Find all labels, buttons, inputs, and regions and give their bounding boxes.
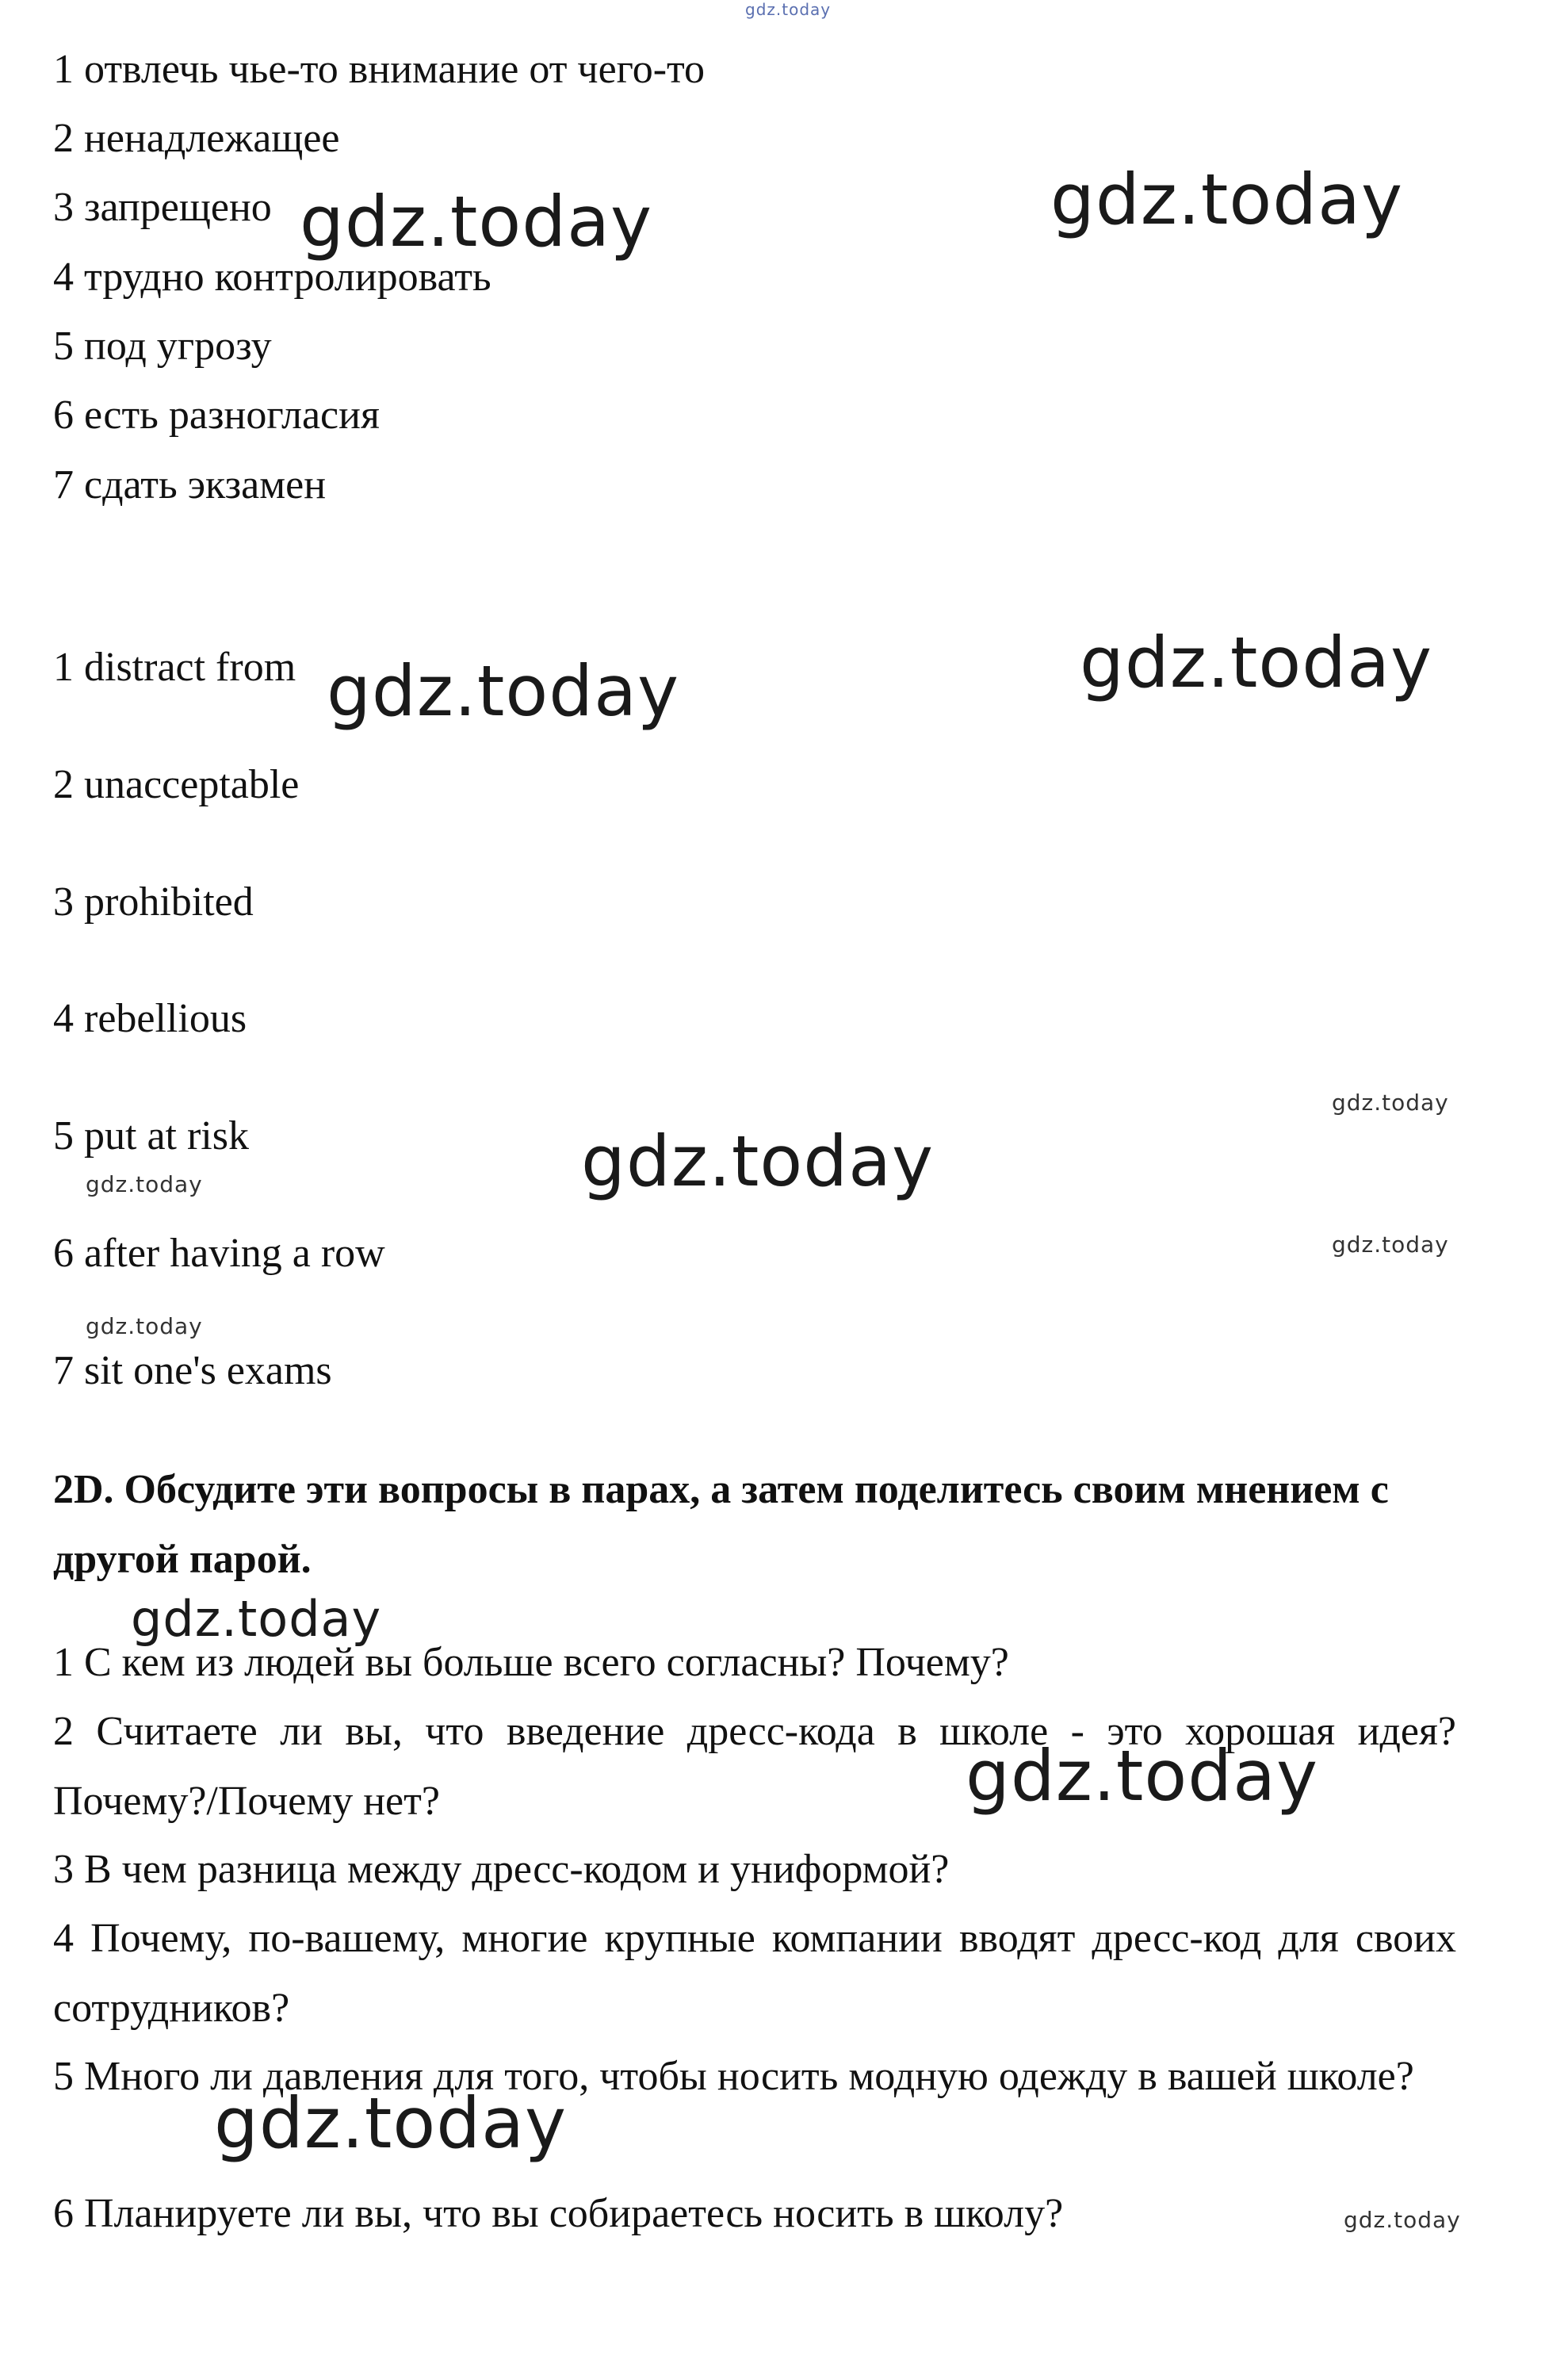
ru-item-7: 7 сдать экзамен: [53, 462, 327, 507]
ru-item-1: 1 отвлечь чье-то внимание от чего-то: [53, 47, 706, 92]
en-item-1: 1 distract from: [53, 645, 296, 690]
en-item-4: 4 rebellious: [53, 996, 247, 1041]
watermark-7: gdz.today: [86, 1171, 203, 1197]
ru-item-2: 2 ненадлежащее: [53, 116, 340, 161]
watermark-12: gdz.today: [214, 2082, 568, 2164]
watermark-1: gdz.today: [300, 181, 653, 262]
ru-item-5: 5 под угрозу: [53, 324, 272, 369]
watermark-5: gdz.today: [581, 1120, 935, 1202]
watermark-top: gdz.today: [745, 0, 832, 19]
en-item-7: 7 sit one's exams: [53, 1348, 332, 1393]
ru-item-4: 4 трудно контролировать: [53, 255, 491, 300]
en-item-6: 6 after having a row: [53, 1231, 385, 1276]
watermark-6: gdz.today: [1332, 1090, 1449, 1116]
watermark-2: gdz.today: [1050, 159, 1404, 240]
en-item-5: 5 put at risk: [53, 1113, 249, 1159]
watermark-4: gdz.today: [1080, 622, 1433, 703]
question-2: 2 Считаете ли вы, что введение дресс-кода в школе - это хорошая идея? Почему?/Почему нет?: [53, 1709, 1456, 1824]
watermark-9: gdz.today: [86, 1313, 203, 1339]
en-item-2: 2 unacceptable: [53, 762, 300, 807]
question-6: 6 Планируете ли вы, что вы собираетесь носить в школу?: [53, 2191, 1064, 2236]
section-heading: 2D. Обсудите эти вопросы в парах, а затем поделитесь своим мнением с другой парой.: [53, 1467, 1389, 1582]
watermark-10: gdz.today: [131, 1590, 382, 1648]
question-5: 5 Много ли давления для того, чтобы носить модную одежду в вашей школе?: [53, 2054, 1414, 2099]
en-item-3: 3 prohibited: [53, 879, 254, 925]
watermark-3: gdz.today: [327, 650, 680, 732]
ru-item-6: 6 есть разногласия: [53, 393, 380, 438]
question-3: 3 В чем разница между дресс-кодом и униформой?: [53, 1847, 950, 1892]
watermark-11: gdz.today: [966, 1735, 1319, 1817]
question-1: 1 С кем из людей вы больше всего согласны? Почему?: [53, 1640, 1009, 1685]
watermark-13: gdz.today: [1344, 2207, 1461, 2233]
question-4: 4 Почему, по-вашему, многие крупные компании вводят дресс-код для своих сотрудников?: [53, 1916, 1456, 2031]
ru-item-3: 3 запрещено: [53, 185, 272, 230]
watermark-8: gdz.today: [1332, 1231, 1449, 1258]
